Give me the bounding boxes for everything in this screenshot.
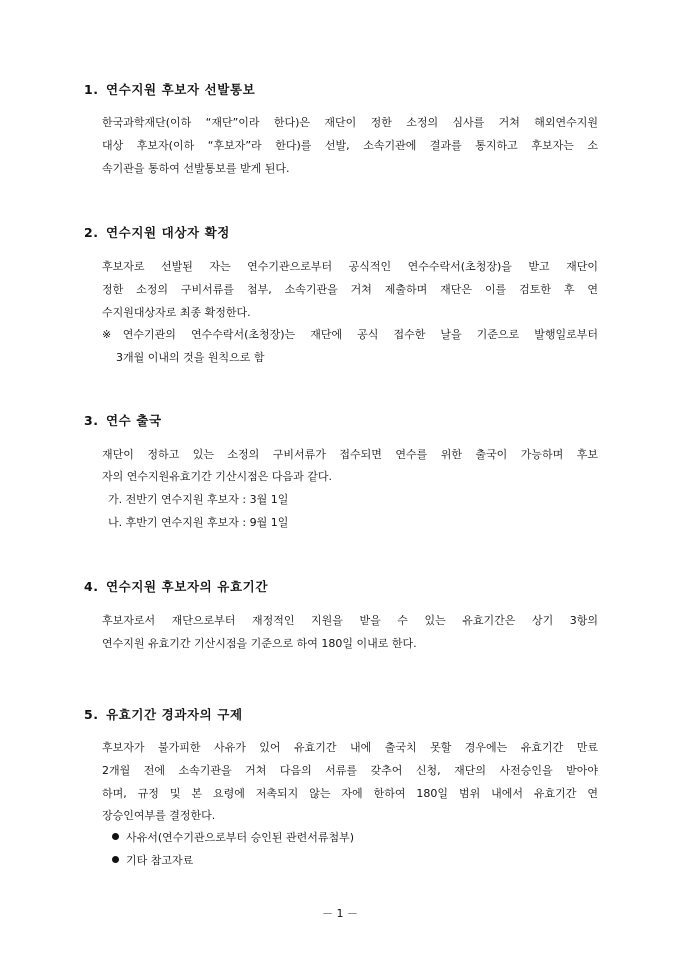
bullet-item bbox=[112, 853, 193, 869]
list-item: 가. 전반기 연수지원 후보자 : 3월 1일 bbox=[108, 493, 289, 506]
paragraph-line: 장승인여부를 결정한다. bbox=[102, 809, 216, 822]
section-title: 연수 출국 bbox=[106, 413, 162, 428]
paragraph-line: 한국과학재단(이하 “재단”이라 한다)은 재단이 정한 소정의 심사를 거쳐 해외연수지원 bbox=[102, 116, 598, 129]
bullet-item bbox=[112, 830, 354, 846]
paragraph-line: 수지원대상자로 최종 확정한다. bbox=[102, 306, 251, 319]
section-title: 연수지원 대상자 확정 bbox=[106, 225, 230, 240]
section-heading bbox=[84, 82, 255, 98]
list-item: 나. 후반기 연수지원 후보자 : 9월 1일 bbox=[108, 516, 289, 529]
paragraph-line: 연수지원 유효기간 기산시점을 기준으로 하여 180일 이내로 한다. bbox=[102, 637, 417, 650]
paragraph-line: 후보자로서 재단으로부터 재정적인 지원을 받을 수 있는 유효기간은 상기 3항의 bbox=[102, 614, 598, 627]
paragraph-line: 속기관을 통하여 선발통보를 받게 된다. bbox=[102, 162, 290, 175]
paragraph-line: 재단이 정하고 있는 소정의 구비서류가 접수되면 연수를 위한 출국이 가능하며 후보 bbox=[102, 448, 598, 461]
section-number: 3. bbox=[84, 413, 99, 428]
section-number: 4. bbox=[84, 579, 99, 594]
bullet-text: 사유서(연수기관으로부터 승인된 관련서류첨부) bbox=[126, 831, 355, 844]
section-title: 연수지원 후보자의 유효기간 bbox=[106, 579, 269, 594]
paragraph-line: 2개월 전에 소속기관을 거쳐 다음의 서류를 갖추어 신청, 재단의 사전승인을 받아야 bbox=[102, 764, 598, 777]
section-number: 5. bbox=[84, 707, 99, 722]
note-line: ※연수기관의 연수수락서(초청장)는 재단에 공식 접수한 날을 기준으로 발행일로부터 bbox=[102, 328, 598, 341]
section-number: 2. bbox=[84, 225, 99, 240]
section-heading bbox=[84, 225, 230, 241]
paragraph-line: 후보자로 선발된 자는 연수기관으로부터 공식적인 연수수락서(초청장)을 받고 재단이 bbox=[102, 260, 598, 273]
paragraph-line: 하며, 규정 및 본 요령에 저촉되지 않는 자에 한하여 180일 범위 내에서 유효기간 연 bbox=[102, 787, 598, 800]
paragraph-line: 정한 소정의 구비서류를 첨부, 소속기관을 거쳐 제출하며 재단은 이를 검토한 후 연 bbox=[102, 283, 598, 296]
page-number: － 1 － bbox=[322, 907, 358, 920]
bullet-text: 기타 참고자료 bbox=[126, 854, 194, 867]
section-number: 1. bbox=[84, 82, 99, 97]
section-heading bbox=[84, 707, 243, 723]
section-heading bbox=[84, 413, 162, 429]
section-title: 유효기간 경과자의 구제 bbox=[106, 707, 243, 722]
bullet-icon bbox=[112, 856, 119, 863]
section-title: 연수지원 후보자 선발통보 bbox=[106, 82, 256, 97]
paragraph-line: 후보자가 불가피한 사유가 있어 유효기간 내에 출국치 못할 경우에는 유효기간 만료 bbox=[102, 741, 598, 754]
paragraph-line: 대상 후보자(이하 “후보자”라 한다)를 선발, 소속기관에 결과를 통지하고 후보자는 소 bbox=[102, 139, 598, 152]
paragraph-line: 자의 연수지원유효기간 기산시점은 다음과 같다. bbox=[102, 470, 333, 483]
bullet-icon bbox=[112, 833, 119, 840]
section-heading bbox=[84, 579, 268, 595]
note-line: 3개월 이내의 것을 원칙으로 함 bbox=[116, 351, 265, 364]
